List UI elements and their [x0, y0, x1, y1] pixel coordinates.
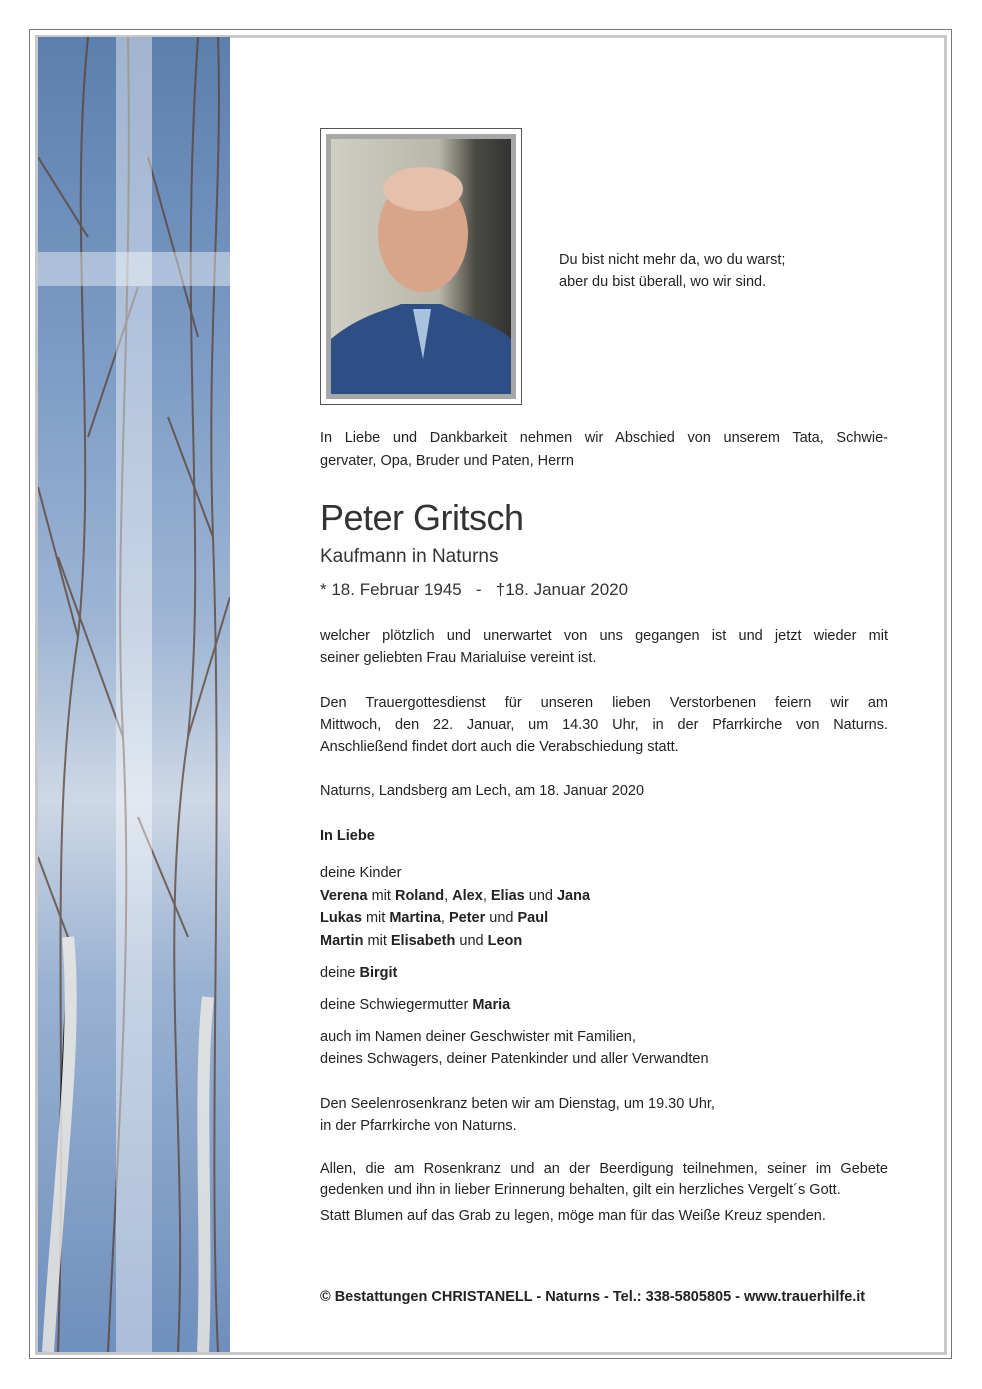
place-date: Naturns, Landsberg am Lech, am 18. Januar 2020 [320, 783, 645, 799]
para2-line-2: Mittwoch, den 22. Januar, um 14.30 Uhr, in der Pfarrkirche von Naturns. [320, 717, 888, 733]
family-birgit: deine Birgit [320, 965, 398, 981]
para1-line-1: welcher plötzlich und unerwartet von uns gegangen ist und jetzt wieder mit [320, 628, 888, 644]
footer-funeral-home: © Bestattungen CHRISTANELL - Naturns - Tel.: 338-5805805 - www.trauerhilfe.it [320, 1289, 866, 1305]
quote-line-1: Du bist nicht mehr da, wo du warst; [559, 252, 786, 268]
occupation: Kaufmann in Naturns [320, 546, 499, 567]
kinder-label: deine Kinder [320, 865, 402, 881]
birch-tree-cross-image [38, 37, 230, 1352]
portrait-photo-frame [320, 128, 522, 405]
para1-line-2: seiner geliebten Frau Marialuise vereint ist. [320, 650, 597, 666]
quote-line-2: aber du bist überall, wo wir sind. [559, 274, 767, 290]
para2-line-3: Anschließend findet dort auch die Verabschiedung statt. [320, 739, 679, 755]
family-maria: deine Schwiegermutter Maria [320, 997, 511, 1013]
portrait-figure [331, 139, 511, 394]
also-line-2: deines Schwagers, deiner Patenkinder und aller Verwandten [320, 1051, 709, 1067]
family-verena: Verena mit Roland, Alex, Elias und Jana [320, 888, 591, 904]
intro-line-1: In Liebe und Dankbarkeit nehmen wir Abschied von unserem Tata, Schwie- [320, 430, 888, 446]
family-martin: Martin mit Elisabeth und Leon [320, 933, 523, 949]
intro-line-2: gervater, Opa, Bruder und Paten, Herrn [320, 453, 574, 469]
cross-horizontal [38, 252, 230, 286]
cross-vertical [116, 37, 152, 1352]
family-lukas: Lukas mit Martina, Peter und Paul [320, 910, 549, 926]
flowers-note: Statt Blumen auf das Grab zu legen, möge man für das Weiße Kreuz spenden. [320, 1208, 826, 1224]
rosary-line-1: Den Seelenrosenkranz beten wir am Dienstag, um 19.30 Uhr, [320, 1096, 715, 1112]
in-liebe: In Liebe [320, 828, 375, 844]
also-line-1: auch im Namen deiner Geschwister mit Familien, [320, 1029, 636, 1045]
portrait-photo [331, 139, 511, 394]
rosary-line-2: in der Pfarrkirche von Naturns. [320, 1118, 517, 1134]
thanks-line-1: Allen, die am Rosenkranz und an der Beerdigung teilnehmen, seiner im Gebete [320, 1161, 888, 1177]
para2-line-1: Den Trauergottesdienst für unseren lieben Verstorbenen feiern wir am [320, 695, 888, 711]
life-dates: * 18. Februar 1945 - †18. Januar 2020 [320, 580, 629, 599]
deceased-name: Peter Gritsch [320, 497, 524, 538]
thanks-line-2: gedenken und ihn in lieber Erinnerung behalten, gilt ein herzliches Vergelt´s Gott. [320, 1182, 841, 1198]
